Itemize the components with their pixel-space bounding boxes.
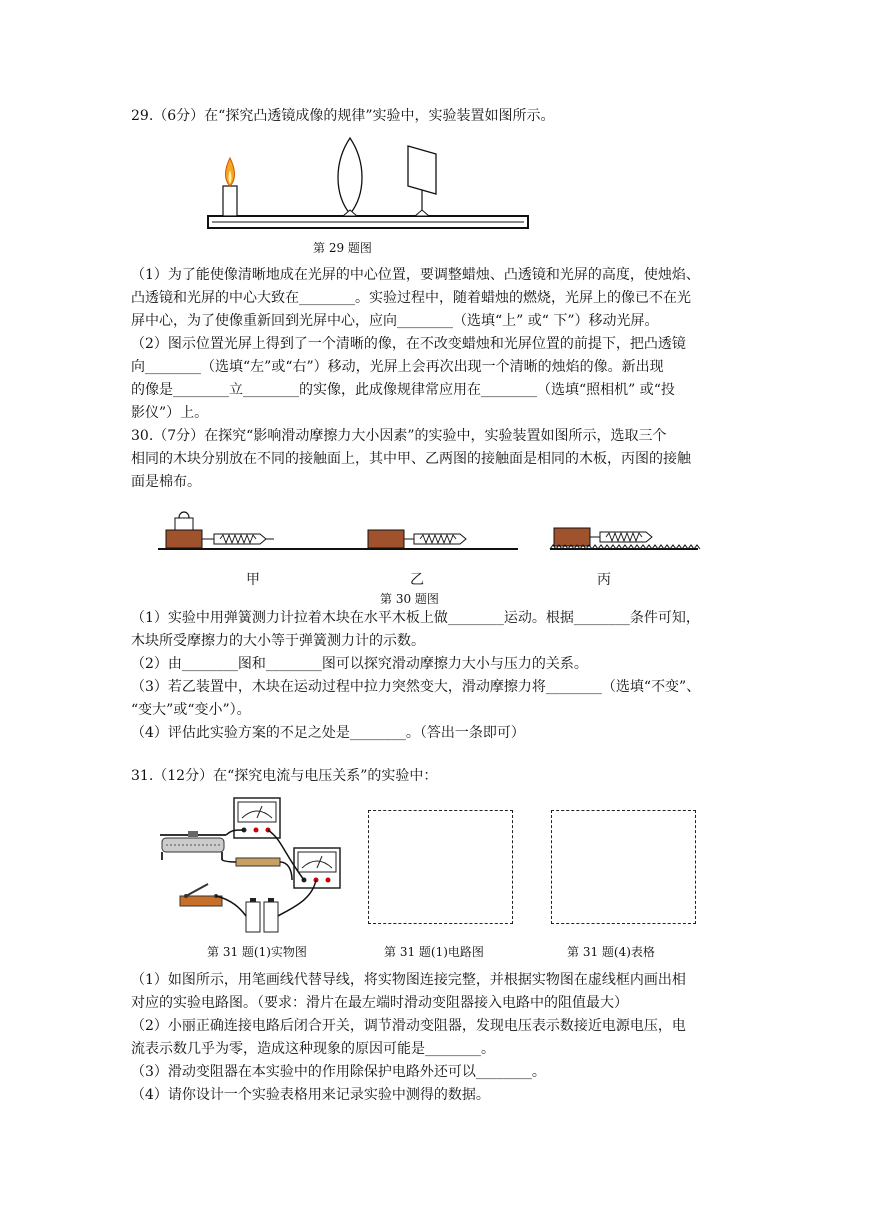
- q30-line: （2）由________图和________图可以探究滑动摩擦力大小与压力的关系。: [131, 656, 588, 672]
- rheostat-icon: [160, 831, 226, 860]
- q29-line: （1）为了能使像清晰地成在光屏的中心位置，要调整蜡烛、凸透镜和光屏的高度，使烛焰、: [131, 267, 700, 283]
- q31-line: （2）小丽正确连接电路后闭合开关，调节滑动变阻器，发现电压表示数接近电源电压，电: [131, 1018, 686, 1034]
- q31-line: （3）滑动变阻器在本实验中的作用除保护电路外还可以________。: [131, 1064, 546, 1080]
- voltmeter-icon: [294, 848, 340, 888]
- q29-title: 29.（6分）在“探究凸透镜成像的规律”实验中，实验装置如图所示。: [131, 108, 555, 124]
- wood-block-icon: [368, 530, 518, 549]
- label-bing: 丙: [597, 572, 611, 588]
- circuit-apparatus-figure: [152, 790, 352, 940]
- q31-caption-3: 第 31 题(4)表格: [567, 945, 655, 959]
- q30-line: 面是棉布。: [131, 474, 201, 490]
- battery-icon: [246, 898, 278, 932]
- q31-line: 流表示数几乎为零，造成这种现象的原因可能是________。: [131, 1041, 495, 1057]
- ammeter-icon: [234, 798, 280, 838]
- q31-line: （4）请你设计一个实验表格用来记录实验中测得的数据。: [131, 1087, 490, 1103]
- q31-line: 对应的实验电路图。（要求：滑片在最左端时滑动变阻器接入电路中的阻值最大）: [131, 995, 628, 1011]
- light-screen-icon: [408, 146, 436, 216]
- q31-caption-1: 第 31 题(1)实物图: [207, 945, 307, 959]
- q30-caption: 第 30 题图: [380, 592, 439, 606]
- circuit-diagram-box[interactable]: [368, 810, 513, 924]
- resistor-icon: [236, 858, 280, 866]
- q31-line: （1）如图所示，用笔画线代替导线，将实物图连接完整，并根据实物图在虚线框内画出相: [131, 972, 686, 988]
- q29-line: 影仪”）上。: [131, 405, 209, 421]
- q30-line: （4）评估此实验方案的不足之处是________。（答出一条即可）: [131, 725, 525, 741]
- q30-line: 木块所受摩擦力的大小等于弹簧测力计的示数。: [131, 633, 425, 649]
- q31-title: 31.（12分）在“探究电流与电压关系”的实验中：: [131, 768, 438, 784]
- q30-line: “变大”或“变小”）。: [131, 702, 251, 718]
- q30-line: 相同的木块分别放在不同的接触面上，其中甲、乙两图的接触面是相同的木板，丙图的接触: [131, 451, 691, 467]
- q31-caption-2: 第 31 题(1)电路图: [384, 945, 484, 959]
- friction-experiment-figure: [150, 505, 710, 565]
- q29-line: 屏中心，为了使像重新回到光屏中心，应向________（选填“上” 或“ 下”）移动光屏。: [131, 313, 659, 329]
- switch-icon: [180, 884, 222, 906]
- candle-icon: [223, 158, 237, 216]
- optical-bench-figure: [200, 132, 535, 232]
- wood-block-with-weight-icon: [158, 512, 368, 549]
- data-table-box[interactable]: [551, 810, 696, 924]
- q29-line: 的像是________立________的实像，此成像规律常应用在________（选填“照相机” 或“投: [131, 382, 675, 398]
- q29-caption: 第 29 题图: [313, 241, 372, 255]
- q29-line: （2）图示位置光屏上得到了一个清晰的像，在不改变蜡烛和光屏位置的前提下，把凸透镜: [131, 336, 686, 352]
- label-jia: 甲: [246, 572, 260, 588]
- q30-line: （1）实验中用弹簧测力计拉着木块在水平木板上做________运动。根据________条件可知，: [131, 610, 700, 626]
- q30-line: 30.（7分）在探究“影响滑动摩擦力大小因素”的实验中，实验装置如图所示，选取三个: [131, 428, 667, 444]
- q29-line: 凸透镜和光屏的中心大致在________。实验过程中，随着蜡烛的燃烧，光屏上的像已不在光: [131, 290, 691, 306]
- wood-block-on-cloth-icon: [550, 528, 700, 549]
- q29-line: 向________（选填“左”或“右”）移动，光屏上会再次出现一个清晰的烛焰的像。新出现: [131, 359, 664, 375]
- q30-line: （3）若乙装置中，木块在运动过程中拉力突然变大，滑动摩擦力将________（选填“不变”、: [131, 679, 701, 695]
- convex-lens-icon: [338, 138, 362, 216]
- label-yi: 乙: [410, 572, 424, 588]
